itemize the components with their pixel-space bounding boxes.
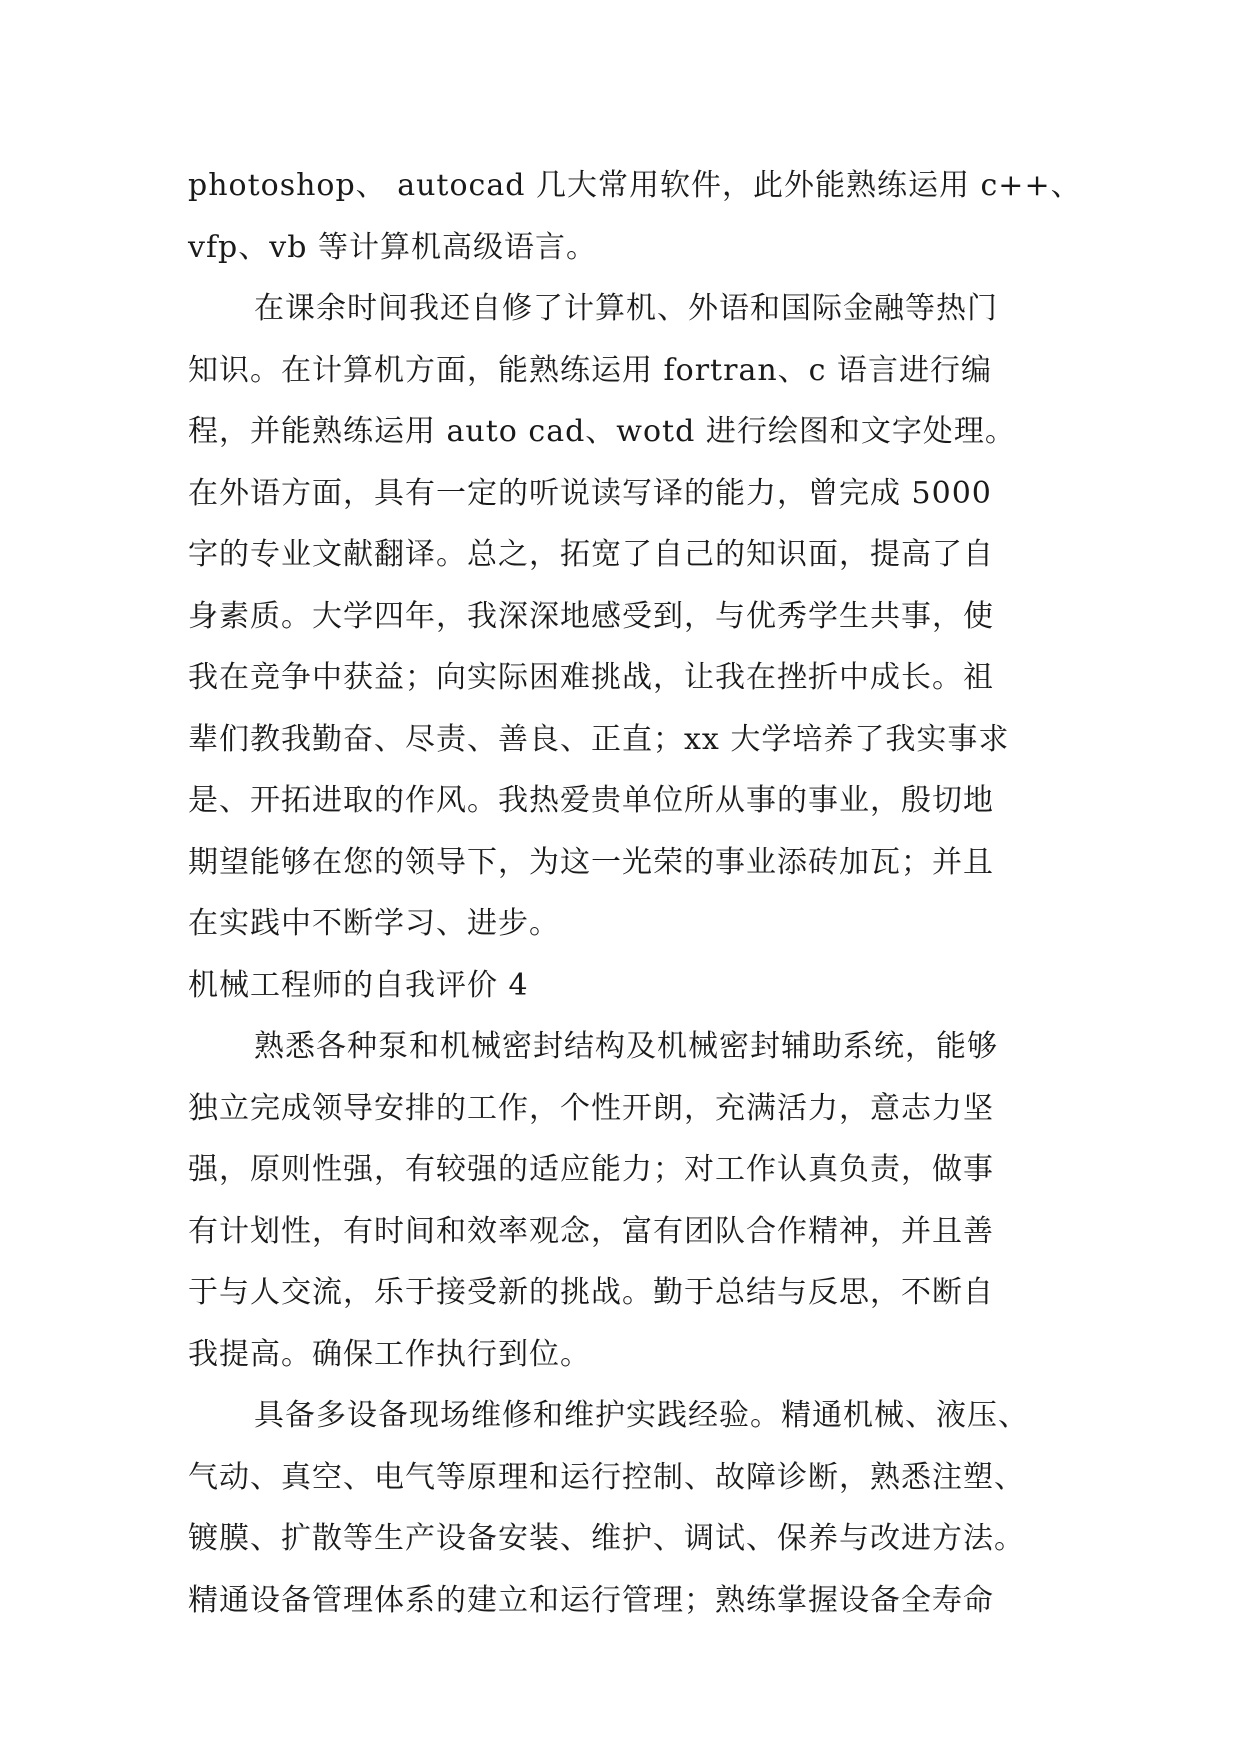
paragraph-start-line: 熟悉各种泵和机械密封结构及机械密封辅助系统，能够 [254,1029,998,1064]
text-line: 知识。在计算机方面，能熟练运用 fortran、c 语言进行编 [188,352,992,388]
text-line: 我提高。确保工作执行到位。 [188,1336,591,1372]
paragraph-start-line: 具备多设备现场维修和维护实践经验。精通机械、液压、 [254,1398,1029,1433]
text-line: 有计划性，有时间和效率观念，富有团队合作精神，并且善 [188,1213,994,1249]
text-line: photoshop、 autocad 几大常用软件，此外能熟练运用 c++、 [188,168,1082,203]
text-line: 于与人交流，乐于接受新的挑战。勤于总结与反思，不断自 [188,1275,994,1310]
text-line: 强，原则性强，有较强的适应能力；对工作认真负责，做事 [188,1152,994,1187]
text-line: 是、开拓进取的作风。我热爱贵单位所从事的事业，殷切地 [188,783,994,818]
text-line: 我在竞争中获益；向实际困难挑战，让我在挫折中成长。祖 [188,660,994,695]
text-line: 字的专业文献翻译。总之，拓宽了自己的知识面，提高了自 [188,537,994,572]
text-line: 在外语方面，具有一定的听说读写译的能力，曾完成 5000 [188,475,992,511]
text-line: 精通设备管理体系的建立和运行管理；熟练掌握设备全寿命 [188,1582,994,1618]
paragraph-start-line: 在课余时间我还自修了计算机、外语和国际金融等热门 [254,291,998,326]
text-line: 辈们教我勤奋、尽责、善良、正直；xx 大学培养了我实事求 [188,721,1010,757]
text-line: 气动、真空、电气等原理和运行控制、故障诊断，熟悉注塑、 [188,1459,1025,1495]
text-line: 期望能够在您的领导下，为这一光荣的事业添砖加瓦；并且 [188,844,994,880]
text-line: 独立完成领导安排的工作，个性开朗，充满活力，意志力坚 [188,1090,994,1126]
text-line: 身素质。大学四年，我深深地感受到，与优秀学生共事，使 [188,598,994,634]
section-heading: 机械工程师的自我评价 4 [188,967,529,1003]
text-line: 程，并能熟练运用 auto cad、wotd 进行绘图和文字处理。 [188,414,1016,449]
text-line: 镀膜、扩散等生产设备安装、维护、调试、保养与改进方法。 [188,1521,1025,1556]
text-line: 在实践中不断学习、进步。 [188,906,560,941]
document-body [188,155,1082,1631]
text-line: vfp、vb 等计算机高级语言。 [188,229,597,265]
